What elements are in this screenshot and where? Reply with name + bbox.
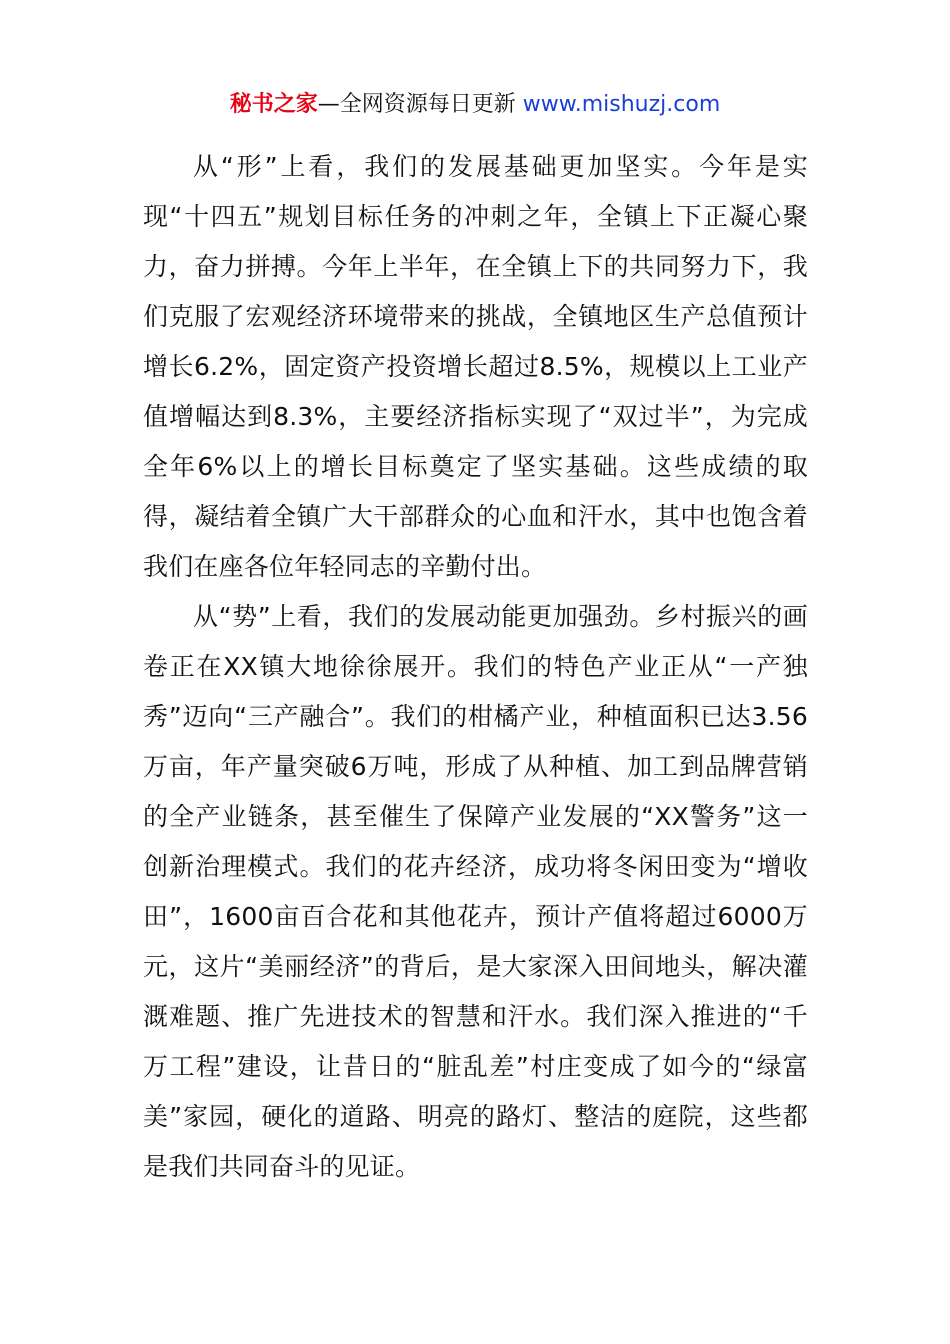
- site-tagline: —全网资源每日更新: [317, 92, 516, 117]
- site-url-link[interactable]: www.mishuzj.com: [522, 92, 721, 117]
- paragraph-form: 从“形”上看，我们的发展基础更加坚实。今年是实现“十四五”规划目标任务的冲刺之年，全镇上下正凝心聚力，奋力拼搏。今年上半年，在全镇上下的共同努力下，我们克服了宏观经济环境带来的挑战，全镇地区生产总值预计增长6.2%，固定资产投资增长超过8.5%，规模以上工业产值增幅达到8.3%，主要经济指标实现了“双过半”，为完成全年6%以上的增长目标奠定了坚实基础。这些成绩的取得，凝结着全镇广大干部群众的心血和汗水，其中也饱含着我们在座各位年轻同志的辛勤付出。: [143, 152, 808, 581]
- document-body: [143, 142, 808, 1192]
- paragraph-momentum: 从“势”上看，我们的发展动能更加强劲。乡村振兴的画卷正在XX镇大地徐徐展开。我们的特色产业正从“一产独秀”迈向“三产融合”。我们的柑橘产业，种植面积已达3.56万亩，年产量突破6万吨，形成了从种植、加工到品牌营销的全产业链条，甚至催生了保障产业发展的“XX警务”这一创新治理模式。我们的花卉经济，成功将冬闲田变为“增收田”，1600亩百合花和其他花卉，预计产值将超过6000万元，这片“美丽经济”的背后，是大家深入田间地头，解决灌溉难题、推广先进技术的智慧和汗水。我们深入推进的“千万工程”建设，让昔日的“脏乱差”村庄变成了如今的“绿富美”家园，硬化的道路、明亮的路灯、整洁的庭院，这些都是我们共同奋斗的见证。: [143, 602, 808, 1181]
- site-brand: 秘书之家: [229, 92, 318, 117]
- site-header: [0, 88, 950, 122]
